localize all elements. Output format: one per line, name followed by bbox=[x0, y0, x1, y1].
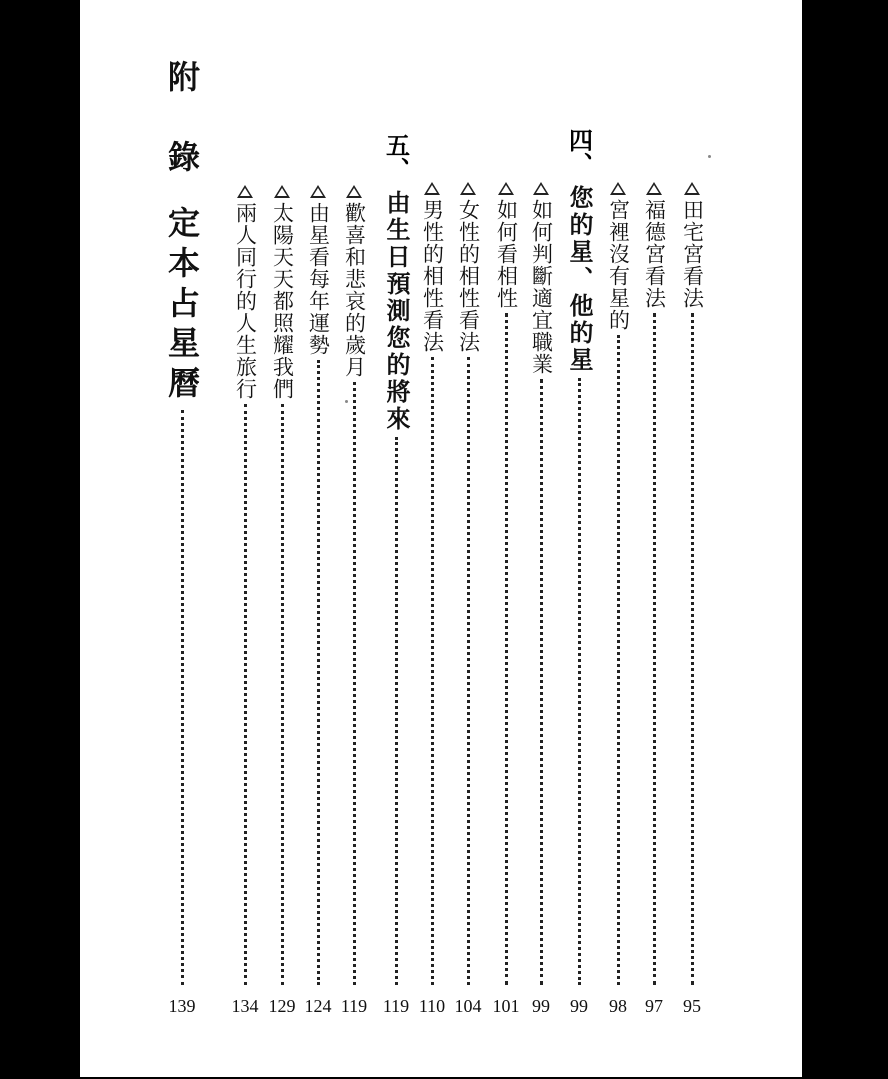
appendix-label: 附 bbox=[163, 60, 201, 100]
entry-title: 由生日預測您的將來 bbox=[382, 190, 411, 433]
dot-leader bbox=[540, 379, 543, 985]
page-number: 99 bbox=[570, 996, 588, 1016]
dot-leader bbox=[244, 404, 247, 985]
appendix-title: 錄 bbox=[163, 140, 201, 180]
toc-entry[interactable] bbox=[602, 182, 634, 985]
page-number: 129 bbox=[268, 996, 296, 1016]
triangle-bullet-icon bbox=[610, 182, 626, 195]
toc-entry[interactable] bbox=[302, 185, 334, 985]
toc-entry[interactable] bbox=[525, 182, 557, 985]
entry-title: 如何看相性 bbox=[494, 199, 519, 309]
page-number: 134 bbox=[231, 996, 259, 1016]
paper-speck bbox=[708, 155, 711, 158]
entry-title: 歡喜和悲哀的歲月 bbox=[342, 202, 367, 378]
page-number: 124 bbox=[304, 996, 332, 1016]
dot-leader bbox=[653, 313, 656, 985]
triangle-bullet-icon bbox=[237, 185, 253, 198]
toc-entry[interactable] bbox=[452, 182, 484, 985]
triangle-bullet-icon bbox=[274, 185, 290, 198]
triangle-bullet-icon bbox=[460, 182, 476, 195]
entry-title: 由星看每年運勢 bbox=[306, 202, 331, 356]
page-number: 99 bbox=[532, 996, 550, 1016]
page-number: 104 bbox=[454, 996, 482, 1016]
dot-leader bbox=[431, 357, 434, 985]
dot-leader bbox=[467, 357, 470, 985]
entry-title: 宮裡沒有星的 bbox=[606, 199, 631, 331]
appendix-entry[interactable] bbox=[164, 60, 200, 985]
entry-title: 兩人同行的人生旅行 bbox=[233, 202, 258, 400]
section-number: 五、 bbox=[381, 133, 411, 181]
dot-leader bbox=[691, 313, 694, 985]
entry-title: 男性的相性看法 bbox=[420, 199, 445, 353]
section-heading[interactable] bbox=[380, 133, 412, 985]
dot-leader bbox=[181, 410, 184, 985]
entry-title: 如何判斷適宜職業 bbox=[529, 199, 554, 375]
page-number: 97 bbox=[645, 996, 663, 1016]
page-number: 139 bbox=[168, 996, 196, 1016]
dot-leader bbox=[395, 437, 398, 985]
triangle-bullet-icon bbox=[646, 182, 662, 195]
dot-leader bbox=[578, 378, 581, 985]
dot-leader bbox=[281, 404, 284, 985]
toc-page bbox=[80, 0, 802, 1077]
entry-title: 女性的相性看法 bbox=[456, 199, 481, 353]
entry-title: 太陽天天都照耀我們 bbox=[270, 202, 295, 400]
toc-entry[interactable] bbox=[266, 185, 298, 985]
toc-entry[interactable] bbox=[416, 182, 448, 985]
triangle-bullet-icon bbox=[498, 182, 514, 195]
toc-entry[interactable] bbox=[338, 185, 370, 985]
page-number: 119 bbox=[382, 996, 410, 1016]
page-number: 119 bbox=[340, 996, 368, 1016]
appendix-subtitle: 定本占星曆 bbox=[163, 206, 201, 406]
toc-entry[interactable] bbox=[676, 182, 708, 985]
section-number: 四、 bbox=[564, 128, 594, 176]
toc-entry[interactable] bbox=[229, 185, 261, 985]
entry-title: 福德宮看法 bbox=[642, 199, 667, 309]
dot-leader bbox=[617, 335, 620, 985]
toc-entry[interactable] bbox=[638, 182, 670, 985]
page-number: 110 bbox=[418, 996, 446, 1016]
page-number: 101 bbox=[492, 996, 520, 1016]
triangle-bullet-icon bbox=[346, 185, 362, 198]
triangle-bullet-icon bbox=[533, 182, 549, 195]
triangle-bullet-icon bbox=[684, 182, 700, 195]
triangle-bullet-icon bbox=[424, 182, 440, 195]
entry-title: 您的星、他的星 bbox=[565, 185, 594, 374]
page-number: 98 bbox=[609, 996, 627, 1016]
page-number: 95 bbox=[683, 996, 701, 1016]
entry-title: 田宅宮看法 bbox=[680, 199, 705, 309]
dot-leader bbox=[353, 382, 356, 985]
dot-leader bbox=[317, 360, 320, 985]
section-heading[interactable] bbox=[563, 128, 595, 985]
toc-entry[interactable] bbox=[490, 182, 522, 985]
triangle-bullet-icon bbox=[310, 185, 326, 198]
dot-leader bbox=[505, 313, 508, 985]
